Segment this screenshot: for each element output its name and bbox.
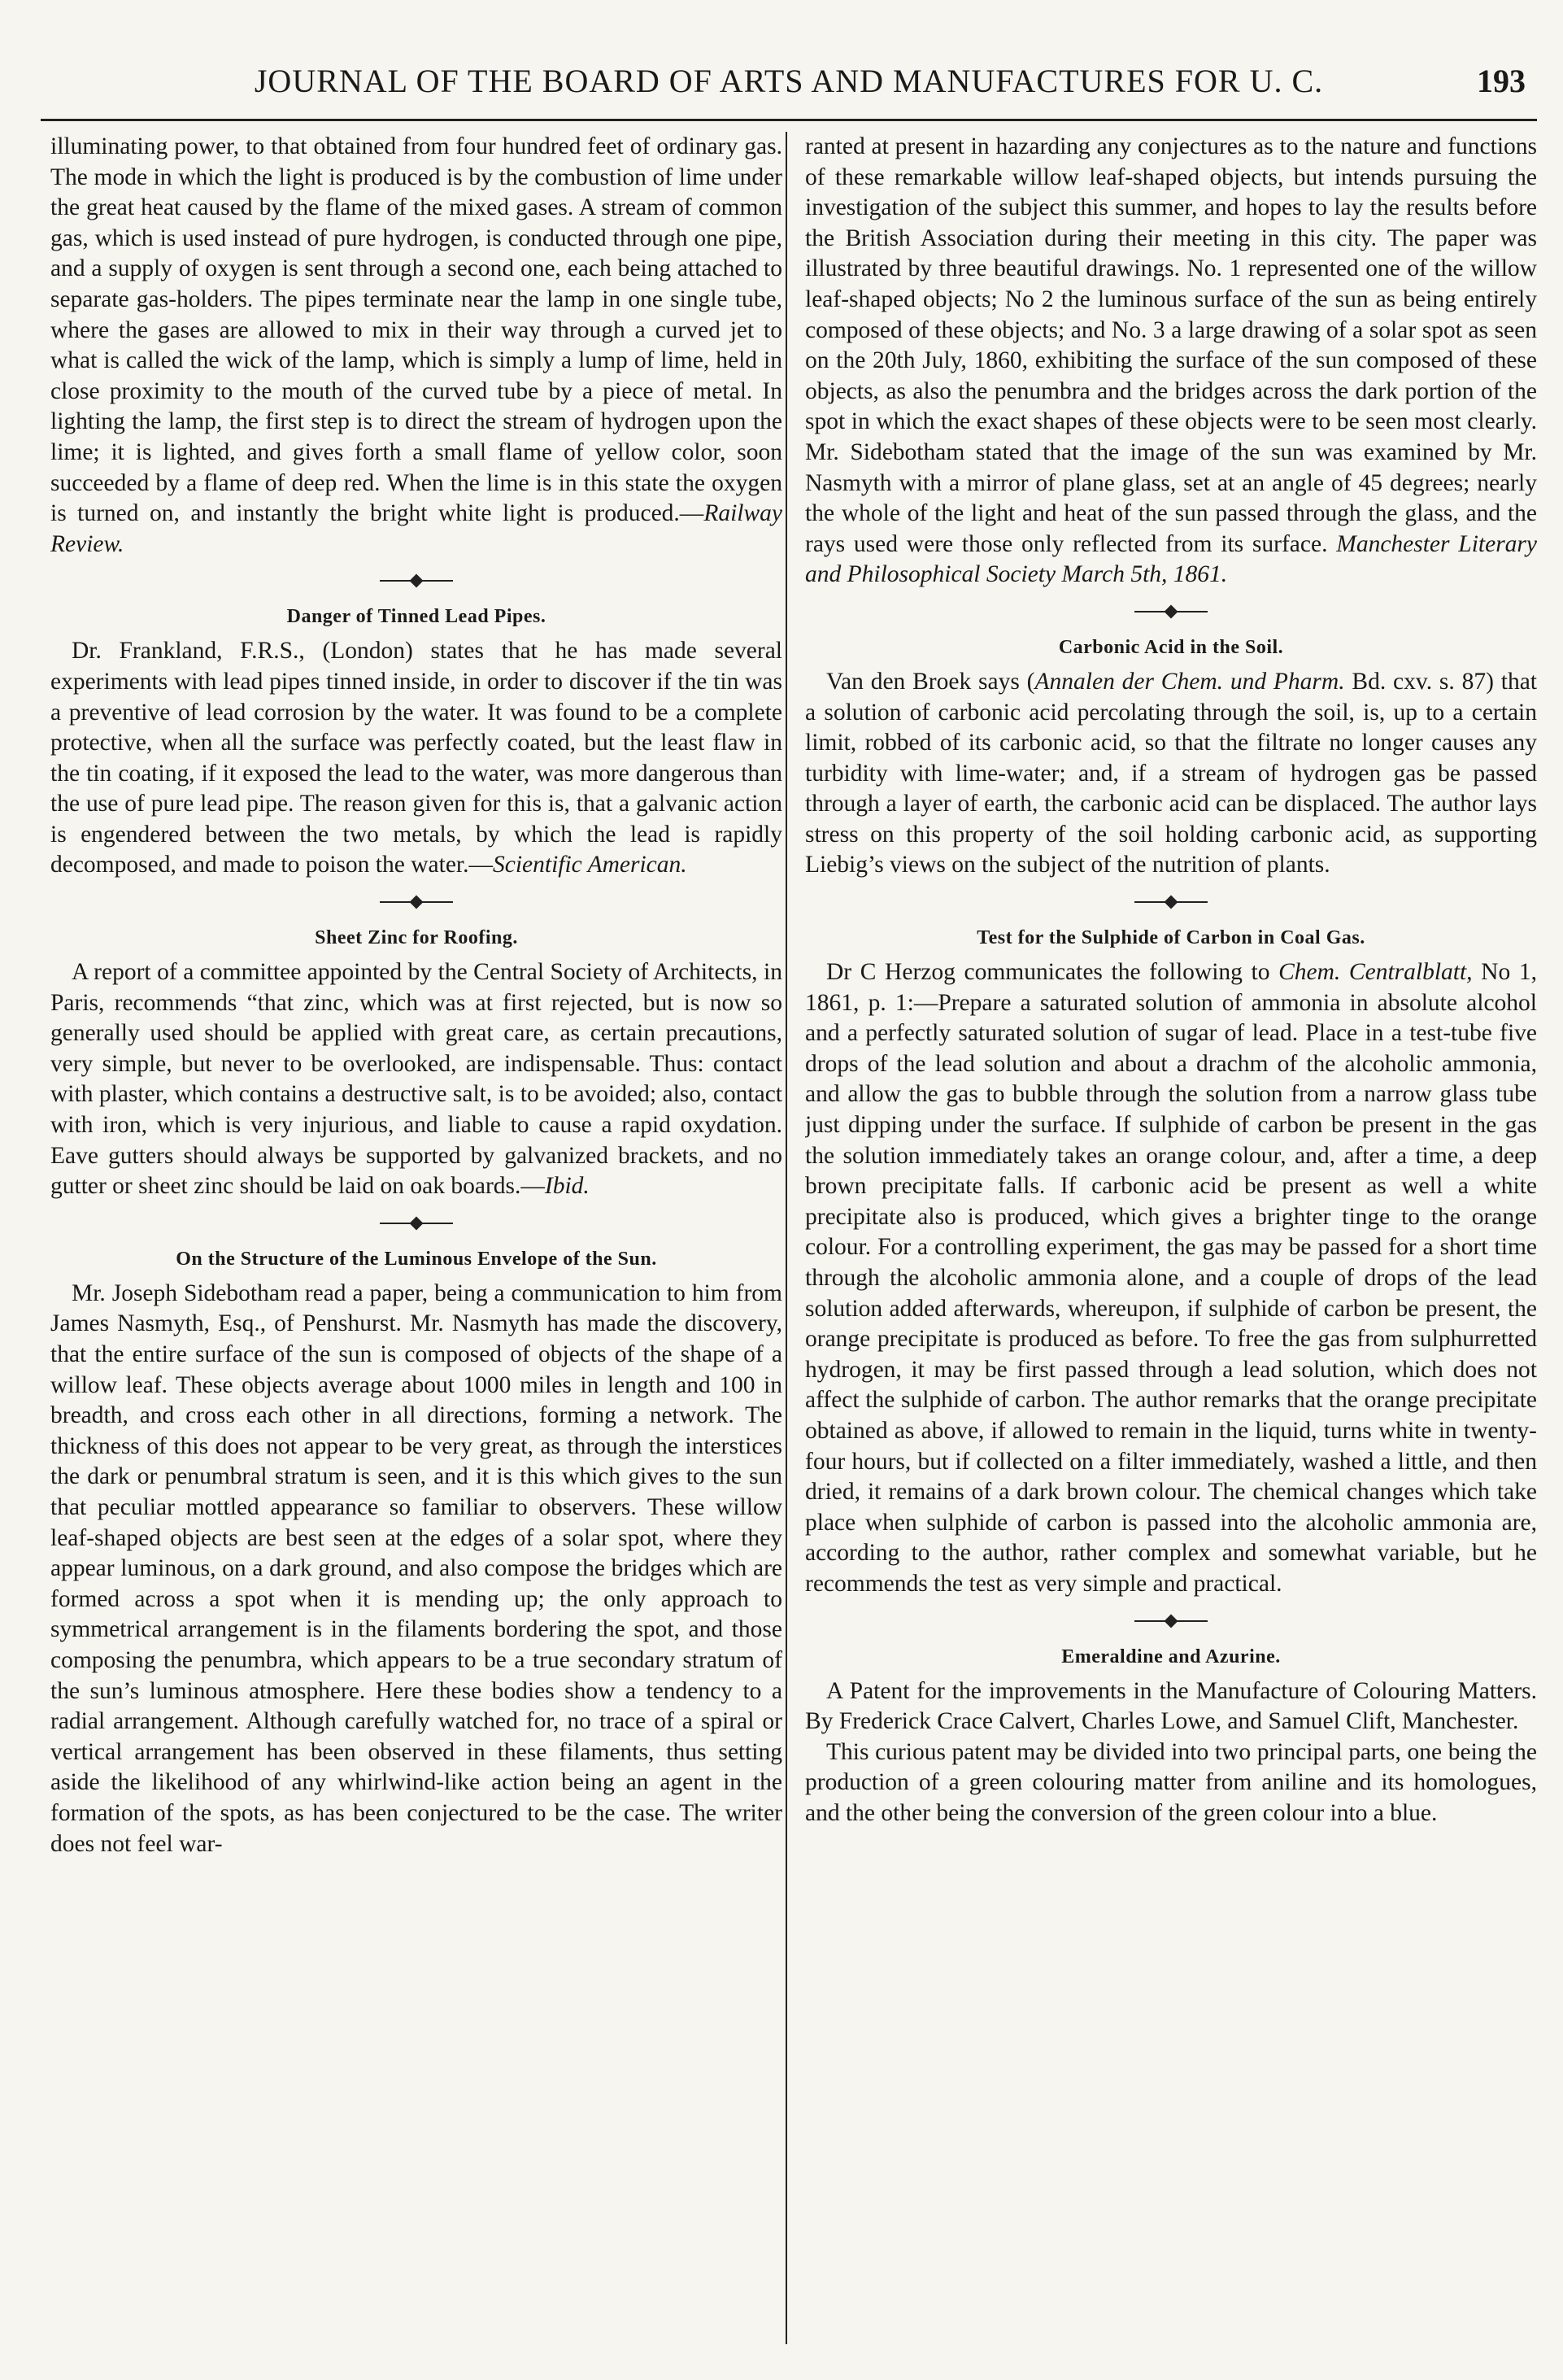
left-column [50,132,782,2360]
right-column [805,132,1537,2360]
article-paragraph: illuminating power, to that obtained from four hundred feet of ordinary gas. The mode in which the light is produced is by the combustion of lime under the great heat caused by the flame of the mixed gases. A stream of common gas, which is used instead of pure hydrogen, is conducted through one pipe, and a supply of oxygen is sent through a second one, each being attached to separate gas-holders. The pipes terminate near the lamp in one single tube, where the gases are allowed to mix in their way through a curved jet to what is called the wick of the lamp, which is simply a lump of lime, held in close proximity to the mouth of the curved tube by a piece of metal. In lighting the lamp, the first step is to direct the stream of hydrogen upon the lime; it is lighted, and gives forth a small flame of yellow color, soon succeeded by a flame of deep red. When the lime is in this state the oxygen is turned on, and instantly the bright white light is produced.—Railway Review. [50,133,782,557]
section-divider [50,1209,782,1238]
source-citation: Manchester Literary and Philosophical Society March 5th, 1861. [805,530,1537,588]
section-heading: On the Structure of the Luminous Envelope of the Sun. [176,1248,657,1270]
article-paragraph: Mr. Joseph Sidebotham read a paper, being a communication to him from James Nasmyth, Esq., of Penshurst. Mr. Nasmyth has made the discovery, that the entire surface of the sun is composed of objects of the shape of a willow leaf. These objects average about 1000 miles in length and 100 in breadth, and cross each other in all directions, forming a network. The thickness of this does not appear to be very great, as through the interstices the dark or penumbral stratum is seen, and it is this which gives to the sun that peculiar mottled appearance so familiar to observers. These willow leaf-shaped objects are best seen at the edges of a solar spot, where they appear luminous, on a dark ground, and also compose the bridges which are formed across a spot when it is mending up; the only approach to symmetrical arrangement is in the filaments bordering the spot, and those composing the penumbra, which appears to be a true secondary stratum of the sun’s luminous atmosphere. Here these bodies show a tendency to a radial arrangement. Although carefully watched for, no trace of a spiral or vertical arrangement has been observed in these filaments, thus setting aside the likelihood of any whirlwind-like action being an agent in the formation of the spots, as has been conjectured to be the case. The writer does not feel war- [50,1279,782,1857]
section-heading: Danger of Tinned Lead Pipes. [286,606,546,628]
source-citation: Scientific American. [492,852,687,878]
section-heading: Test for the Sulphide of Carbon in Coal Gas. [977,927,1365,949]
article-paragraph: ranted at present in hazarding any conjectures as to the nature and functions of these remarkable willow leaf-shaped objects, but intends pursuing the investigation of the subject this summer, and hopes to lay the results before the British Association during their meeting in this city. The paper was illustrated by three beautiful drawings. No. 1 represented one of the willow leaf-shaped objects; No 2 the luminous surface of the sun as being entirely composed of these objects; and No. 3 a large drawing of a solar spot as seen on the 20th July, 1860, exhibiting the surface of the sun composed of these objects, as also the penumbra and the bridges across the dark portion of the spot in which the exact shapes of these objects were to be seen most clearly. Mr. Sidebotham stated that the image of the sun was examined by Mr. Nasmyth with a mirror of plane glass, set at an angle of 45 degrees; nearly the whole of the light and heat of the sun passed through the glass, and the rays used were those only reflected from its surface. Manchester Literary and Philosophical Society March 5th, 1861. [805,133,1537,588]
column-rule [786,132,787,2344]
source-citation: Railway Review. [50,500,782,557]
section-divider [805,887,1537,917]
journal-citation: Annalen der Chem. und Pharm. [1034,668,1345,695]
page-number: 193 [1477,63,1526,99]
section-heading: Sheet Zinc for Roofing. [315,927,518,949]
article-paragraph: Dr C Herzog communicates the following to Chem. Centralblatt, No 1, 1861, p. 1:—Prepare a saturated solution of ammonia in absolute alcohol and a perfectly saturated solution of sugar of lead. Place in a test-tube five drops of the lead solution and about a drachm of the alcoholic ammonia, and allow the gas to bubble through the solution from a narrow glass tube just dipping under the surface. If sulphide of carbon be present in the gas the solution immediately takes an orange colour, and, after a time, a deep brown precipitate falls. If carbonic acid be present as well a white precipitate also is produced, which gives a brighter tinge to the orange colour. For a controlling experiment, the gas may be passed for a short time through the alcoholic ammonia alone, and a couple of drops of the lead solution added afterwards, whereupon, if sulphide of carbon be present, the orange precipitate is produced as before. To free the gas from sulphurretted hydrogen, it may be first passed through a lead solution, which does not affect the sulphide of carbon. The author remarks that the orange precipitate obtained as above, if allowed to remain in the liquid, turns white in twenty-four hours, but if collected on a filter immediately, washed a little, and then dried, it remains of a dark brown colour. The chemical changes which take place when sulphide of carbon is passed into the alcoholic ammonia are, according to the author, rather complex and somewhat variable, but he recommends the test as very simple and practical. [805,959,1537,1597]
section-divider [50,887,782,917]
article-paragraph: This curious patent may be divided into two principal parts, one being the production of a green colouring matter from aniline and its homologues, and the other being the conversion of the green colour into a blue. [805,1738,1537,1826]
article-paragraph: Van den Broek says (Annalen der Chem. und Pharm. Bd. cxv. s. 87) that a solution of carbonic acid percolating through the soil, is, up to a certain limit, robbed of its carbonic acid, so that the filtrate no longer causes any turbidity with lime-water; and, if a stream of hydrogen gas be passed through a layer of earth, the carbonic acid can be displaced. The author lays stress on this property of the soil holding carbonic acid, as supporting Liebig’s views on the subject of the nutrition of plants. [805,668,1537,878]
section-divider [805,1606,1537,1636]
source-citation: Ibid. [544,1173,590,1200]
page-header [41,54,1537,121]
article-paragraph: A Patent for the improvements in the Manufacture of Colouring Matters. By Frederick Crace Calvert, Charles Lowe, and Samuel Clift, Manchester. [805,1677,1537,1735]
running-title: JOURNAL OF THE BOARD OF ARTS AND MANUFACTURES FOR U. C. [254,63,1324,99]
section-heading: Carbonic Acid in the Soil. [1058,636,1284,658]
section-divider [50,566,782,595]
article-paragraph: A report of a committee appointed by the Central Society of Architects, in Paris, recommends “that zinc, which was at first rejected, but is now so generally used should be applied with great care, as certain precautions, very simple, but never to be overlooked, are indispensable. Thus: contact with plaster, which contains a destructive salt, is to be avoided; also, contact with iron, which is very injurious, and liable to cause a rapid oxydation. Eave gutters should always be supported by galvanized brackets, and no gutter or sheet zinc should be laid on oak boards.—Ibid. [50,959,782,1200]
journal-citation: Chem. Centralblatt, [1278,959,1473,986]
section-divider [805,597,1537,626]
article-paragraph: Dr. Frankland, F.R.S., (London) states that he has made several experiments with lead pipes tinned inside, in order to discover if the tin was a preventive of lead corrosion by the water. It was found to be a complete protective, when all the surface was perfectly coated, but the least flaw in the tin coating, if it exposed the lead to the water, was more dangerous than the use of pure lead pipe. The reason given for this is, that a galvanic action is engendered between the two metals, by which the lead is rapidly decomposed, and made to poison the water.—Scientific American. [50,638,782,878]
section-heading: Emeraldine and Azurine. [1061,1646,1281,1667]
